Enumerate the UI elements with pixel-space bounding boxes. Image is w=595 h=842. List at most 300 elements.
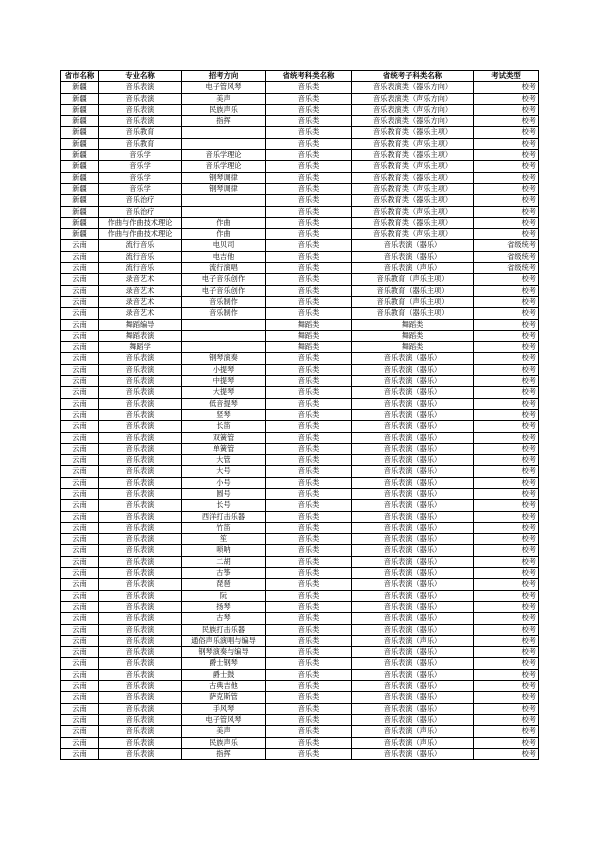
cell-major: 音乐表演 xyxy=(99,82,182,93)
cell-exam-type: 校考 xyxy=(474,364,539,375)
table-row xyxy=(61,568,539,579)
cell-province: 新疆 xyxy=(61,217,99,228)
cell-exam-subcategory: 音乐教育类（器乐主项） xyxy=(352,127,474,138)
table-row xyxy=(61,466,539,477)
cell-province: 云南 xyxy=(61,714,99,725)
cell-direction xyxy=(182,195,266,206)
cell-direction: 大提琴 xyxy=(182,387,266,398)
cell-province: 云南 xyxy=(61,443,99,454)
cell-major: 音乐表演 xyxy=(99,432,182,443)
cell-direction xyxy=(182,330,266,341)
cell-exam-category: 音乐类 xyxy=(266,726,352,737)
cell-direction: 琵琶 xyxy=(182,579,266,590)
cell-province: 云南 xyxy=(61,500,99,511)
cell-major: 音乐表演 xyxy=(99,421,182,432)
cell-exam-type: 校考 xyxy=(474,376,539,387)
cell-province: 云南 xyxy=(61,342,99,353)
cell-exam-type: 校考 xyxy=(474,692,539,703)
cell-exam-type: 校考 xyxy=(474,353,539,364)
cell-exam-subcategory: 音乐教育类（声乐主项） xyxy=(352,206,474,217)
cell-major: 音乐表演 xyxy=(99,692,182,703)
table-row xyxy=(61,387,539,398)
cell-exam-category: 音乐类 xyxy=(266,635,352,646)
cell-direction: 古琴 xyxy=(182,613,266,624)
table-row xyxy=(61,534,539,545)
cell-province: 云南 xyxy=(61,703,99,714)
cell-exam-subcategory: 音乐表演（器乐） xyxy=(352,714,474,725)
cell-province: 云南 xyxy=(61,635,99,646)
cell-direction: 流行演唱 xyxy=(182,263,266,274)
cell-province: 云南 xyxy=(61,353,99,364)
cell-exam-type: 校考 xyxy=(474,330,539,341)
cell-direction: 单簧管 xyxy=(182,443,266,454)
cell-major: 音乐治疗 xyxy=(99,195,182,206)
cell-exam-category: 音乐类 xyxy=(266,500,352,511)
cell-direction: 音乐学理论 xyxy=(182,150,266,161)
cell-exam-category: 音乐类 xyxy=(266,398,352,409)
cell-direction: 作曲 xyxy=(182,229,266,240)
cell-direction: 美声 xyxy=(182,93,266,104)
cell-exam-subcategory: 音乐表演（器乐） xyxy=(352,409,474,420)
cell-major: 音乐表演 xyxy=(99,353,182,364)
table-row xyxy=(61,714,539,725)
cell-exam-category: 音乐类 xyxy=(266,229,352,240)
cell-exam-type: 校考 xyxy=(474,116,539,127)
cell-exam-category: 音乐类 xyxy=(266,692,352,703)
cell-major: 舞蹈编导 xyxy=(99,319,182,330)
cell-exam-subcategory: 音乐表演（器乐） xyxy=(352,568,474,579)
cell-direction: 电子音乐创作 xyxy=(182,274,266,285)
cell-exam-category: 音乐类 xyxy=(266,82,352,93)
cell-exam-subcategory: 舞蹈类 xyxy=(352,319,474,330)
cell-province: 云南 xyxy=(61,737,99,748)
table-row xyxy=(61,364,539,375)
cell-major: 音乐表演 xyxy=(99,511,182,522)
cell-province: 云南 xyxy=(61,579,99,590)
cell-exam-category: 音乐类 xyxy=(266,308,352,319)
table-row xyxy=(61,240,539,251)
table-row xyxy=(61,443,539,454)
cell-exam-type: 校考 xyxy=(474,681,539,692)
cell-province: 新疆 xyxy=(61,104,99,115)
cell-province: 新疆 xyxy=(61,93,99,104)
table-row xyxy=(61,93,539,104)
cell-major: 音乐表演 xyxy=(99,579,182,590)
header-exam-subcategory: 省统考子科类名称 xyxy=(352,71,474,82)
cell-exam-category: 音乐类 xyxy=(266,624,352,635)
table-row xyxy=(61,703,539,714)
cell-direction: 指挥 xyxy=(182,116,266,127)
table-body xyxy=(61,82,539,760)
table-row xyxy=(61,658,539,669)
cell-exam-subcategory: 音乐表演（器乐） xyxy=(352,692,474,703)
cell-exam-category: 音乐类 xyxy=(266,376,352,387)
admissions-table xyxy=(60,70,539,760)
cell-exam-subcategory: 音乐表演（器乐） xyxy=(352,624,474,635)
cell-exam-category: 音乐类 xyxy=(266,116,352,127)
cell-direction: 大管 xyxy=(182,455,266,466)
table-row xyxy=(61,681,539,692)
cell-major: 音乐表演 xyxy=(99,748,182,759)
cell-major: 音乐表演 xyxy=(99,477,182,488)
cell-exam-type: 校考 xyxy=(474,421,539,432)
cell-exam-category: 音乐类 xyxy=(266,477,352,488)
cell-major: 音乐学 xyxy=(99,150,182,161)
cell-exam-type: 校考 xyxy=(474,296,539,307)
cell-major: 音乐表演 xyxy=(99,624,182,635)
cell-province: 云南 xyxy=(61,285,99,296)
cell-exam-subcategory: 音乐表演（器乐） xyxy=(352,466,474,477)
cell-major: 音乐表演 xyxy=(99,568,182,579)
cell-exam-category: 音乐类 xyxy=(266,421,352,432)
table-row xyxy=(61,601,539,612)
table-row xyxy=(61,251,539,262)
cell-direction: 民族打击乐器 xyxy=(182,624,266,635)
cell-direction xyxy=(182,127,266,138)
cell-exam-category: 音乐类 xyxy=(266,93,352,104)
cell-province: 云南 xyxy=(61,432,99,443)
cell-exam-category: 音乐类 xyxy=(266,590,352,601)
cell-major: 流行音乐 xyxy=(99,251,182,262)
cell-direction xyxy=(182,342,266,353)
cell-major: 流行音乐 xyxy=(99,263,182,274)
cell-exam-type: 校考 xyxy=(474,635,539,646)
table-row xyxy=(61,647,539,658)
cell-province: 云南 xyxy=(61,545,99,556)
cell-province: 云南 xyxy=(61,613,99,624)
cell-direction: 钢琴调律 xyxy=(182,172,266,183)
cell-exam-subcategory: 音乐表演（器乐） xyxy=(352,601,474,612)
cell-exam-category: 舞蹈类 xyxy=(266,319,352,330)
cell-province: 新疆 xyxy=(61,116,99,127)
cell-exam-category: 音乐类 xyxy=(266,681,352,692)
cell-exam-type: 校考 xyxy=(474,319,539,330)
cell-direction: 音乐制作 xyxy=(182,308,266,319)
cell-exam-subcategory: 音乐教育（声乐主项） xyxy=(352,274,474,285)
cell-exam-subcategory: 音乐表演（器乐） xyxy=(352,421,474,432)
cell-exam-subcategory: 音乐表演（器乐） xyxy=(352,613,474,624)
cell-direction: 低音提琴 xyxy=(182,398,266,409)
cell-exam-category: 音乐类 xyxy=(266,432,352,443)
cell-direction: 爵士钢琴 xyxy=(182,658,266,669)
table-row xyxy=(61,82,539,93)
cell-exam-subcategory: 音乐表演（器乐） xyxy=(352,658,474,669)
cell-major: 音乐表演 xyxy=(99,364,182,375)
cell-province: 云南 xyxy=(61,601,99,612)
cell-direction: 爵士鼓 xyxy=(182,669,266,680)
cell-exam-subcategory: 音乐表演（器乐） xyxy=(352,681,474,692)
cell-province: 云南 xyxy=(61,556,99,567)
cell-exam-category: 音乐类 xyxy=(266,522,352,533)
cell-exam-category: 音乐类 xyxy=(266,737,352,748)
cell-exam-type: 校考 xyxy=(474,432,539,443)
cell-province: 云南 xyxy=(61,364,99,375)
header-direction: 招考方向 xyxy=(182,71,266,82)
cell-exam-type: 校考 xyxy=(474,82,539,93)
cell-direction xyxy=(182,138,266,149)
cell-exam-type: 校考 xyxy=(474,387,539,398)
cell-exam-type: 校考 xyxy=(474,669,539,680)
cell-exam-category: 舞蹈类 xyxy=(266,342,352,353)
cell-exam-category: 音乐类 xyxy=(266,455,352,466)
cell-exam-category: 音乐类 xyxy=(266,138,352,149)
cell-major: 音乐表演 xyxy=(99,737,182,748)
cell-major: 音乐表演 xyxy=(99,726,182,737)
cell-exam-category: 音乐类 xyxy=(266,104,352,115)
cell-direction: 手风琴 xyxy=(182,703,266,714)
table-row xyxy=(61,556,539,567)
cell-province: 云南 xyxy=(61,274,99,285)
table-row xyxy=(61,138,539,149)
cell-exam-type: 校考 xyxy=(474,726,539,737)
cell-exam-type: 校考 xyxy=(474,308,539,319)
cell-exam-subcategory: 音乐教育类（器乐主项） xyxy=(352,172,474,183)
cell-direction: 二胡 xyxy=(182,556,266,567)
table-row xyxy=(61,522,539,533)
cell-province: 云南 xyxy=(61,477,99,488)
table-row xyxy=(61,116,539,127)
cell-direction: 笙 xyxy=(182,534,266,545)
table-row xyxy=(61,477,539,488)
cell-direction: 长号 xyxy=(182,500,266,511)
table-row xyxy=(61,319,539,330)
cell-exam-type: 校考 xyxy=(474,624,539,635)
table-row xyxy=(61,500,539,511)
cell-exam-category: 音乐类 xyxy=(266,263,352,274)
cell-province: 云南 xyxy=(61,692,99,703)
cell-province: 新疆 xyxy=(61,161,99,172)
table-row xyxy=(61,229,539,240)
cell-province: 云南 xyxy=(61,726,99,737)
cell-exam-subcategory: 音乐表演（器乐） xyxy=(352,590,474,601)
table-row xyxy=(61,127,539,138)
cell-exam-category: 音乐类 xyxy=(266,658,352,669)
table-row xyxy=(61,488,539,499)
cell-province: 云南 xyxy=(61,647,99,658)
cell-province: 云南 xyxy=(61,681,99,692)
cell-exam-subcategory: 音乐表演（器乐） xyxy=(352,511,474,522)
cell-direction: 小号 xyxy=(182,477,266,488)
cell-exam-type: 校考 xyxy=(474,195,539,206)
cell-direction: 作曲 xyxy=(182,217,266,228)
cell-province: 云南 xyxy=(61,296,99,307)
cell-direction: 竹笛 xyxy=(182,522,266,533)
cell-direction: 双簧管 xyxy=(182,432,266,443)
cell-major: 音乐学 xyxy=(99,183,182,194)
cell-exam-category: 音乐类 xyxy=(266,127,352,138)
cell-major: 音乐表演 xyxy=(99,658,182,669)
cell-exam-category: 音乐类 xyxy=(266,274,352,285)
header-exam-category: 省统考科类名称 xyxy=(266,71,352,82)
cell-exam-subcategory: 音乐表演（器乐） xyxy=(352,353,474,364)
cell-major: 音乐表演 xyxy=(99,556,182,567)
cell-province: 新疆 xyxy=(61,206,99,217)
cell-exam-category: 音乐类 xyxy=(266,545,352,556)
cell-exam-type: 校考 xyxy=(474,590,539,601)
cell-exam-category: 音乐类 xyxy=(266,217,352,228)
cell-exam-type: 校考 xyxy=(474,556,539,567)
cell-major: 舞蹈表演 xyxy=(99,330,182,341)
cell-exam-type: 校考 xyxy=(474,613,539,624)
cell-exam-category: 音乐类 xyxy=(266,556,352,567)
cell-direction: 竖琴 xyxy=(182,409,266,420)
table-row xyxy=(61,342,539,353)
cell-exam-type: 校考 xyxy=(474,522,539,533)
cell-exam-subcategory: 音乐教育（声乐主项） xyxy=(352,296,474,307)
cell-major: 舞蹈学 xyxy=(99,342,182,353)
cell-major: 作曲与作曲技术理论 xyxy=(99,217,182,228)
cell-exam-type: 校考 xyxy=(474,138,539,149)
cell-exam-type: 校考 xyxy=(474,104,539,115)
table-row xyxy=(61,635,539,646)
cell-exam-subcategory: 音乐教育类（声乐主项） xyxy=(352,229,474,240)
table-row xyxy=(61,692,539,703)
cell-province: 新疆 xyxy=(61,172,99,183)
cell-province: 云南 xyxy=(61,534,99,545)
cell-exam-subcategory: 音乐表演（器乐） xyxy=(352,432,474,443)
cell-direction: 古典吉他 xyxy=(182,681,266,692)
cell-direction: 钢琴调律 xyxy=(182,183,266,194)
cell-major: 音乐表演 xyxy=(99,116,182,127)
cell-major: 音乐学 xyxy=(99,172,182,183)
cell-major: 音乐表演 xyxy=(99,635,182,646)
table-row xyxy=(61,455,539,466)
cell-direction: 电子管风琴 xyxy=(182,82,266,93)
table-row xyxy=(61,376,539,387)
cell-major: 音乐学 xyxy=(99,161,182,172)
cell-major: 音乐表演 xyxy=(99,488,182,499)
table-row xyxy=(61,511,539,522)
cell-exam-type: 省级统考 xyxy=(474,251,539,262)
table-row xyxy=(61,624,539,635)
cell-exam-subcategory: 音乐表演（器乐） xyxy=(352,364,474,375)
cell-exam-subcategory: 音乐教育（器乐主项） xyxy=(352,308,474,319)
cell-exam-subcategory: 音乐表演类（声乐方向） xyxy=(352,104,474,115)
cell-province: 云南 xyxy=(61,748,99,759)
cell-major: 音乐表演 xyxy=(99,443,182,454)
cell-exam-category: 音乐类 xyxy=(266,466,352,477)
table-row xyxy=(61,545,539,556)
cell-exam-type: 校考 xyxy=(474,568,539,579)
cell-direction: 长笛 xyxy=(182,421,266,432)
cell-exam-type: 校考 xyxy=(474,229,539,240)
cell-province: 云南 xyxy=(61,511,99,522)
cell-exam-type: 校考 xyxy=(474,93,539,104)
cell-direction: 民族声乐 xyxy=(182,104,266,115)
cell-exam-subcategory: 音乐表演（器乐） xyxy=(352,522,474,533)
table-row xyxy=(61,748,539,759)
cell-direction: 大号 xyxy=(182,466,266,477)
table-header-row xyxy=(61,71,539,82)
cell-exam-category: 音乐类 xyxy=(266,488,352,499)
cell-direction: 美声 xyxy=(182,726,266,737)
cell-exam-category: 音乐类 xyxy=(266,172,352,183)
cell-exam-subcategory: 音乐表演（器乐） xyxy=(352,534,474,545)
table-row xyxy=(61,613,539,624)
table-row xyxy=(61,398,539,409)
cell-province: 云南 xyxy=(61,409,99,420)
cell-exam-type: 校考 xyxy=(474,217,539,228)
cell-direction: 扬琴 xyxy=(182,601,266,612)
cell-exam-subcategory: 舞蹈类 xyxy=(352,342,474,353)
header-major: 专业名称 xyxy=(99,71,182,82)
cell-exam-subcategory: 音乐教育类（声乐主项） xyxy=(352,183,474,194)
cell-province: 新疆 xyxy=(61,82,99,93)
cell-exam-subcategory: 音乐表演类（器乐方向） xyxy=(352,82,474,93)
table-row xyxy=(61,263,539,274)
cell-major: 音乐表演 xyxy=(99,681,182,692)
cell-exam-category: 音乐类 xyxy=(266,669,352,680)
cell-exam-subcategory: 音乐表演（器乐） xyxy=(352,443,474,454)
cell-province: 云南 xyxy=(61,466,99,477)
cell-exam-type: 校考 xyxy=(474,534,539,545)
table-row xyxy=(61,726,539,737)
cell-province: 云南 xyxy=(61,624,99,635)
cell-province: 新疆 xyxy=(61,150,99,161)
cell-major: 音乐表演 xyxy=(99,409,182,420)
cell-direction: 萨克斯管 xyxy=(182,692,266,703)
table-row xyxy=(61,195,539,206)
cell-exam-category: 音乐类 xyxy=(266,161,352,172)
cell-exam-category: 音乐类 xyxy=(266,206,352,217)
table-row xyxy=(61,308,539,319)
cell-exam-type: 校考 xyxy=(474,658,539,669)
cell-direction: 钢琴演奏 xyxy=(182,353,266,364)
cell-province: 云南 xyxy=(61,376,99,387)
cell-province: 云南 xyxy=(61,421,99,432)
cell-direction xyxy=(182,319,266,330)
cell-exam-subcategory: 音乐教育类（器乐主项） xyxy=(352,217,474,228)
cell-province: 云南 xyxy=(61,590,99,601)
cell-major: 音乐表演 xyxy=(99,601,182,612)
table-row xyxy=(61,183,539,194)
cell-exam-type: 校考 xyxy=(474,500,539,511)
cell-province: 云南 xyxy=(61,330,99,341)
cell-major: 录音艺术 xyxy=(99,296,182,307)
cell-exam-subcategory: 音乐表演（器乐） xyxy=(352,669,474,680)
cell-province: 云南 xyxy=(61,319,99,330)
cell-exam-type: 校考 xyxy=(474,398,539,409)
cell-major: 音乐表演 xyxy=(99,466,182,477)
cell-exam-type: 校考 xyxy=(474,443,539,454)
cell-exam-type: 校考 xyxy=(474,206,539,217)
cell-province: 云南 xyxy=(61,522,99,533)
table-row xyxy=(61,737,539,748)
cell-exam-type: 校考 xyxy=(474,579,539,590)
cell-exam-subcategory: 音乐教育类（器乐主项） xyxy=(352,150,474,161)
cell-major: 作曲与作曲技术理论 xyxy=(99,229,182,240)
cell-exam-type: 校考 xyxy=(474,274,539,285)
cell-direction: 电吉他 xyxy=(182,251,266,262)
cell-exam-subcategory: 音乐表演（器乐） xyxy=(352,703,474,714)
cell-direction: 电贝司 xyxy=(182,240,266,251)
cell-province: 新疆 xyxy=(61,195,99,206)
cell-direction: 阮 xyxy=(182,590,266,601)
table-row xyxy=(61,274,539,285)
cell-exam-subcategory: 音乐表演（器乐） xyxy=(352,376,474,387)
cell-major: 音乐表演 xyxy=(99,703,182,714)
table-row xyxy=(61,104,539,115)
header-exam-type: 考试类型 xyxy=(474,71,539,82)
cell-major: 音乐表演 xyxy=(99,647,182,658)
cell-exam-category: 音乐类 xyxy=(266,150,352,161)
cell-major: 音乐表演 xyxy=(99,387,182,398)
cell-direction: 小提琴 xyxy=(182,364,266,375)
cell-direction: 指挥 xyxy=(182,748,266,759)
table-row xyxy=(61,206,539,217)
table-row xyxy=(61,421,539,432)
cell-major: 音乐表演 xyxy=(99,93,182,104)
